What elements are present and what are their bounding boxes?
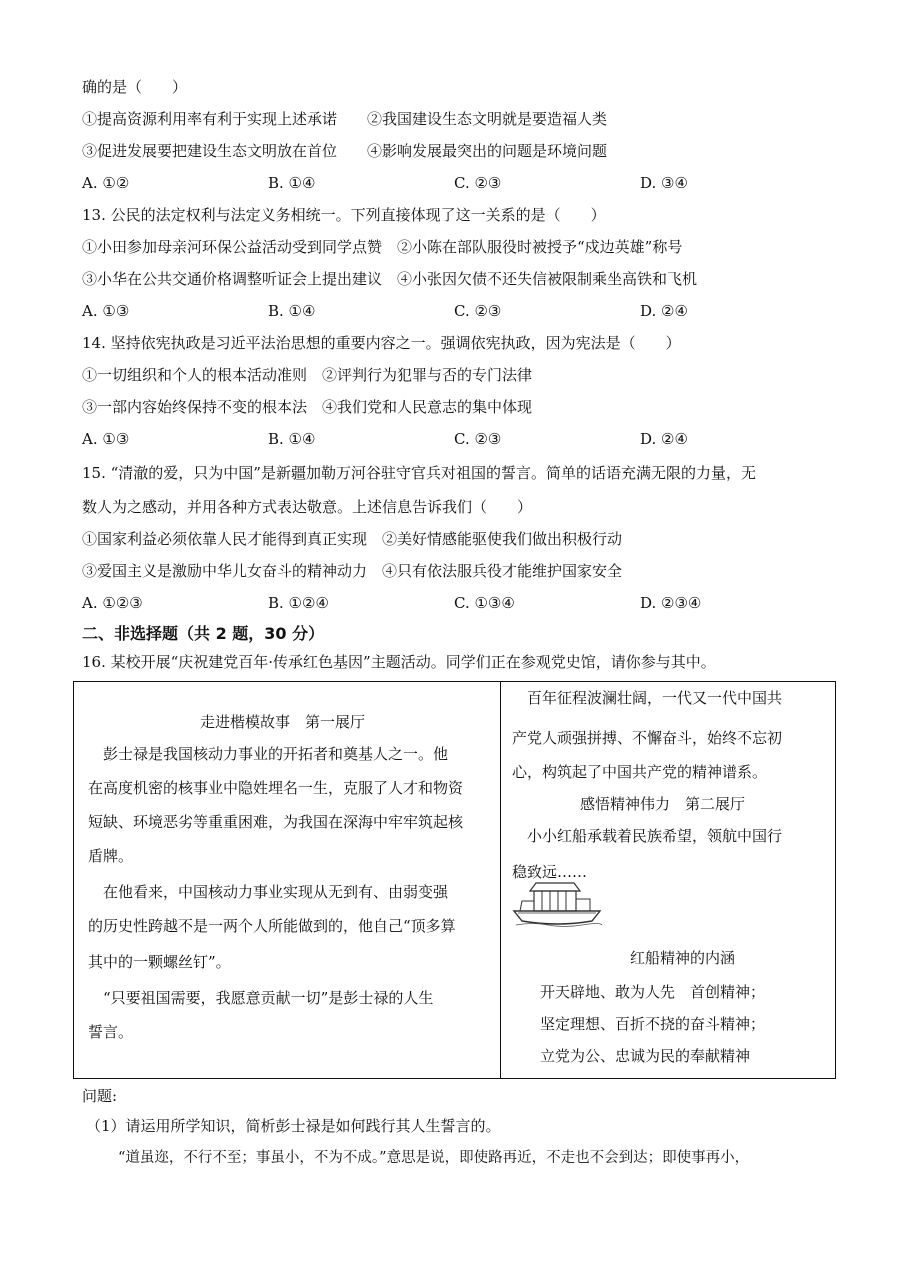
q13-item-1: ①小田参加母亲河环保公益活动受到同学点赞 ②小陈在部队服役时被授予“戍边英雄”称号	[82, 238, 683, 256]
left-p2-line-1: 在他看来，中国核动力事业实现从无到有、由弱变强	[88, 883, 449, 901]
red-boat-illustration	[512, 877, 604, 929]
option-d: D. ②④	[640, 302, 688, 320]
q14-item-1: ①一切组织和个人的根本活动准则 ②评判行为犯罪与否的专门法律	[82, 366, 533, 384]
q13-item-2: ③小华在公共交通价格调整听证会上提出建议 ④小张因欠债不还失信被限制乘坐高铁和飞机	[82, 270, 698, 288]
left-p3-line-2: 誓言。	[88, 1023, 134, 1041]
q14-options	[82, 429, 842, 449]
q13-options	[82, 301, 842, 321]
question-16: 16. 某校开展“庆祝建党百年·传承红色基因”主题活动。同学们正在参观党史馆，请你参与其中。	[82, 653, 716, 671]
sub-question-1: （1）请运用所学知识，简析彭士禄是如何践行其人生誓言的。	[86, 1117, 501, 1135]
option-b: B. ①④	[268, 430, 316, 448]
option-c: C. ②③	[454, 430, 502, 448]
boat-text-line-1: 小小红船承载着民族希望，领航中国行	[512, 827, 783, 845]
option-a: A. ①③	[82, 302, 130, 320]
option-b: B. ①④	[268, 302, 316, 320]
right-intro-line-2: 产党人顽强拼搏、不懈奋斗，始终不忘初	[512, 729, 783, 747]
left-p2-line-3: 其中的一颗螺丝钉”。	[88, 953, 231, 971]
question-13: 13. 公民的法定权利与法定义务相统一。下列直接体现了这一关系的是（ ）	[82, 206, 606, 224]
right-intro-line-1: 百年征程波澜壮阔，一代又一代中国共	[512, 689, 783, 707]
option-a: A. ①③	[82, 430, 130, 448]
right-intro-line-3: 心，构筑起了中国共产党的精神谱系。	[512, 763, 768, 781]
q14-item-2: ③一部内容始终保持不变的根本法 ④我们党和人民意志的集中体现	[82, 398, 533, 416]
line-q12-item-2: ③促进发展要把建设生态文明放在首位 ④影响发展最突出的问题是环境问题	[82, 142, 608, 160]
q15-options	[82, 593, 842, 613]
q15-item-1: ①国家利益必须依靠人民才能得到真正实现 ②美好情感能驱使我们做出积极行动	[82, 530, 623, 548]
left-p1-line-1: 彭士禄是我国核动力事业的开拓者和奠基人之一。他	[88, 745, 449, 763]
line-q12-item-1: ①提高资源利用率有利于实现上述承诺 ②我国建设生态文明就是要造福人类	[82, 110, 608, 128]
section-2-heading: 二、非选择题（共 2 题，30 分）	[82, 624, 325, 643]
left-p1-line-4: 盾牌。	[88, 847, 134, 865]
left-p2-line-2: 的历史性跨越不是一两个人所能做到的，他自己“顶多算	[88, 917, 456, 935]
q15-item-2: ③爱国主义是激励中华儿女奋斗的精神动力 ④只有依法服兵役才能维护国家安全	[82, 562, 623, 580]
left-p1-line-2: 在高度机密的核事业中隐姓埋名一生，克服了人才和物资	[88, 779, 464, 797]
table-divider	[500, 682, 501, 1078]
spirit-item-1: 开天辟地、敢为人先 首创精神；	[540, 983, 766, 1001]
left-p3-line-1: “只要祖国需要，我愿意贡献一切”是彭士禄的人生	[88, 989, 434, 1007]
left-cell-title: 走进楷模故事 第一展厅	[200, 713, 366, 731]
quote-line: “道虽迩，不行不至；事虽小，不为不成。”意思是说，即使路再近，不走也不会到达；即使事再小，	[118, 1150, 750, 1166]
spirit-item-3: 立党为公、忠诚为民的奉献精神	[540, 1047, 751, 1065]
option-d: D. ③④	[640, 174, 688, 192]
option-b: B. ①②④	[268, 594, 329, 612]
option-b: B. ①④	[268, 174, 316, 192]
option-a: A. ①②	[82, 174, 130, 192]
option-c: C. ①③④	[454, 594, 515, 612]
option-c: C. ②③	[454, 302, 502, 320]
option-d: D. ②③④	[640, 594, 702, 612]
question-15-line-2: 数人为之感动，并用各种方式表达敬意。上述信息告诉我们（ ）	[82, 498, 533, 516]
line-q12-stem-end: 确的是（ ）	[82, 78, 188, 96]
option-c: C. ②③	[454, 174, 502, 192]
right-cell-title: 感悟精神伟力 第二展厅	[580, 795, 746, 813]
question-14: 14. 坚持依宪执政是习近平法治思想的重要内容之一。强调依宪执政，因为宪法是（ ）	[82, 334, 681, 352]
question-15-line-1: 15. “清澈的爱，只为中国”是新疆加勒万河谷驻守官兵对祖国的誓言。简单的话语充满无限的力量，无	[82, 464, 756, 482]
left-p1-line-3: 短缺、环境恶劣等重重困难，为我国在深海中牢牢筑起核	[88, 813, 464, 831]
spirit-item-2: 坚定理想、百折不挠的奋斗精神；	[540, 1015, 766, 1033]
exhibit-table	[73, 681, 836, 1079]
question-label: 问题:	[82, 1087, 118, 1105]
spirit-title: 红船精神的内涵	[630, 949, 736, 967]
boat-text-line-2: 稳致远……	[512, 863, 588, 881]
option-d: D. ②④	[640, 430, 688, 448]
option-a: A. ①②③	[82, 594, 143, 612]
q12-options	[82, 173, 842, 193]
